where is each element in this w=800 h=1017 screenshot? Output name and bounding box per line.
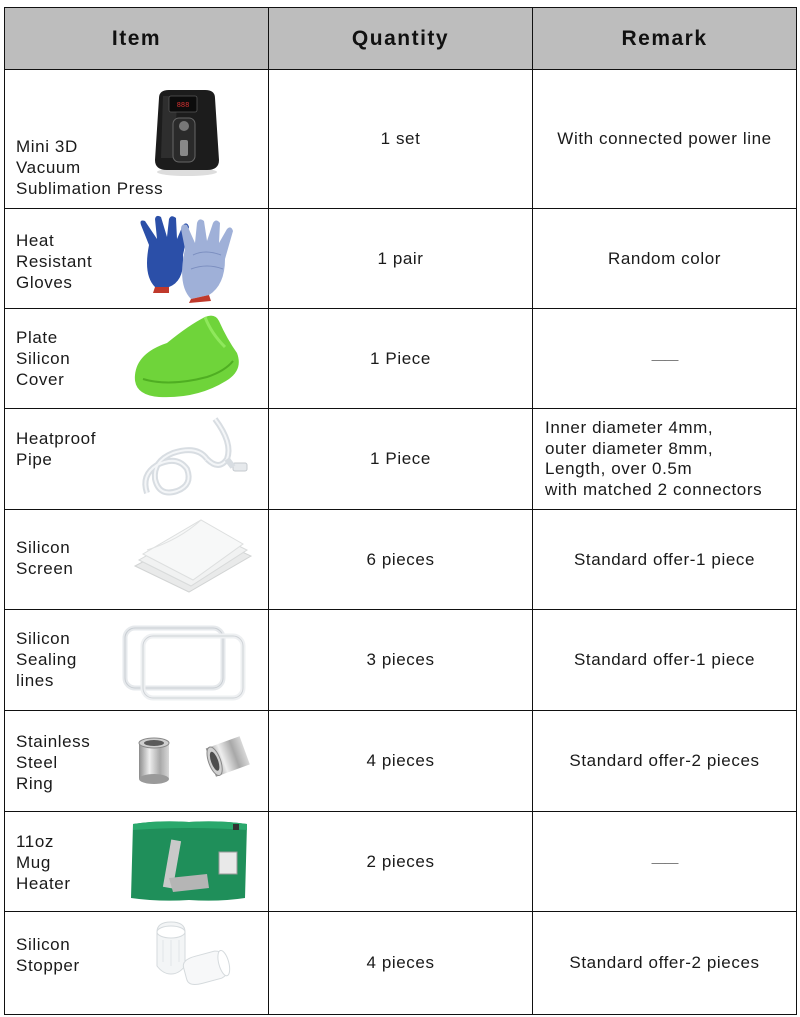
table-row xyxy=(5,409,797,510)
item-cell xyxy=(5,610,269,711)
table-row xyxy=(5,912,797,1015)
remark-cell: Standard offer-1 piece xyxy=(533,510,797,610)
item-cell xyxy=(5,812,269,912)
quantity-cell: 1 Piece xyxy=(269,309,533,409)
empty-remark-dash: —— xyxy=(651,350,678,367)
item-name: Plate Silicon Cover xyxy=(16,328,71,389)
remark-text: Inner diameter 4mm, outer diameter 8mm, Length, over 0.5m with matched 2 connectors xyxy=(545,418,763,499)
remark-cell: Random color xyxy=(533,209,797,309)
item-name: Silicon Sealing lines xyxy=(16,629,77,690)
green-silicon-cover-icon xyxy=(129,313,245,403)
header-remark: Remark xyxy=(533,8,797,70)
quantity-cell: 3 pieces xyxy=(269,610,533,711)
quantity-cell: 1 Piece xyxy=(269,409,533,510)
item-cell xyxy=(5,711,269,812)
svg-text:888: 888 xyxy=(176,102,190,110)
remark-cell: Standard offer-2 pieces xyxy=(533,912,797,1015)
item-cell xyxy=(5,70,269,209)
remark-cell xyxy=(533,812,797,912)
empty-remark-dash: —— xyxy=(651,853,678,870)
item-cell xyxy=(5,209,269,309)
silicon-screen-icon xyxy=(129,516,255,604)
remark-cell: Standard offer-1 piece xyxy=(533,610,797,711)
item-name: Heatproof Pipe xyxy=(16,429,97,469)
item-name: Heat Resistant Gloves xyxy=(16,231,93,292)
quantity-cell: 6 pieces xyxy=(269,510,533,610)
item-cell xyxy=(5,912,269,1015)
header-item: Item xyxy=(5,8,269,70)
table-row xyxy=(5,70,797,209)
item-name: Stainless Steel Ring xyxy=(16,732,91,793)
remark-cell: Standard offer-2 pieces xyxy=(533,711,797,812)
pipe-icon xyxy=(137,415,249,503)
steel-ring-icon xyxy=(133,733,251,793)
stopper-icon xyxy=(145,918,235,1004)
item-name: Silicon Screen xyxy=(16,538,74,578)
item-name: 11oz Mug Heater xyxy=(16,832,71,893)
table-row xyxy=(5,610,797,711)
remark-cell xyxy=(533,309,797,409)
header-quantity: Quantity xyxy=(269,8,533,70)
header-row xyxy=(5,8,797,70)
item-cell xyxy=(5,510,269,610)
item-name: Mini 3D Vacuum Sublimation Press xyxy=(16,137,164,198)
table-row xyxy=(5,309,797,409)
table-row xyxy=(5,510,797,610)
remark-cell: With connected power line xyxy=(533,70,797,209)
packing-list-table xyxy=(4,7,797,1015)
quantity-cell: 1 set xyxy=(269,70,533,209)
table-row xyxy=(5,209,797,309)
mug-heater-icon xyxy=(129,818,251,904)
table-row xyxy=(5,711,797,812)
item-name: Silicon Stopper xyxy=(16,935,80,975)
sealing-lines-icon xyxy=(119,618,249,704)
quantity-cell: 4 pieces xyxy=(269,912,533,1015)
quantity-cell: 1 pair xyxy=(269,209,533,309)
gloves-icon xyxy=(129,215,253,303)
item-cell xyxy=(5,309,269,409)
remark-cell xyxy=(533,409,797,510)
quantity-cell: 4 pieces xyxy=(269,711,533,812)
item-cell xyxy=(5,409,269,510)
table-row xyxy=(5,812,797,912)
quantity-cell: 2 pieces xyxy=(269,812,533,912)
